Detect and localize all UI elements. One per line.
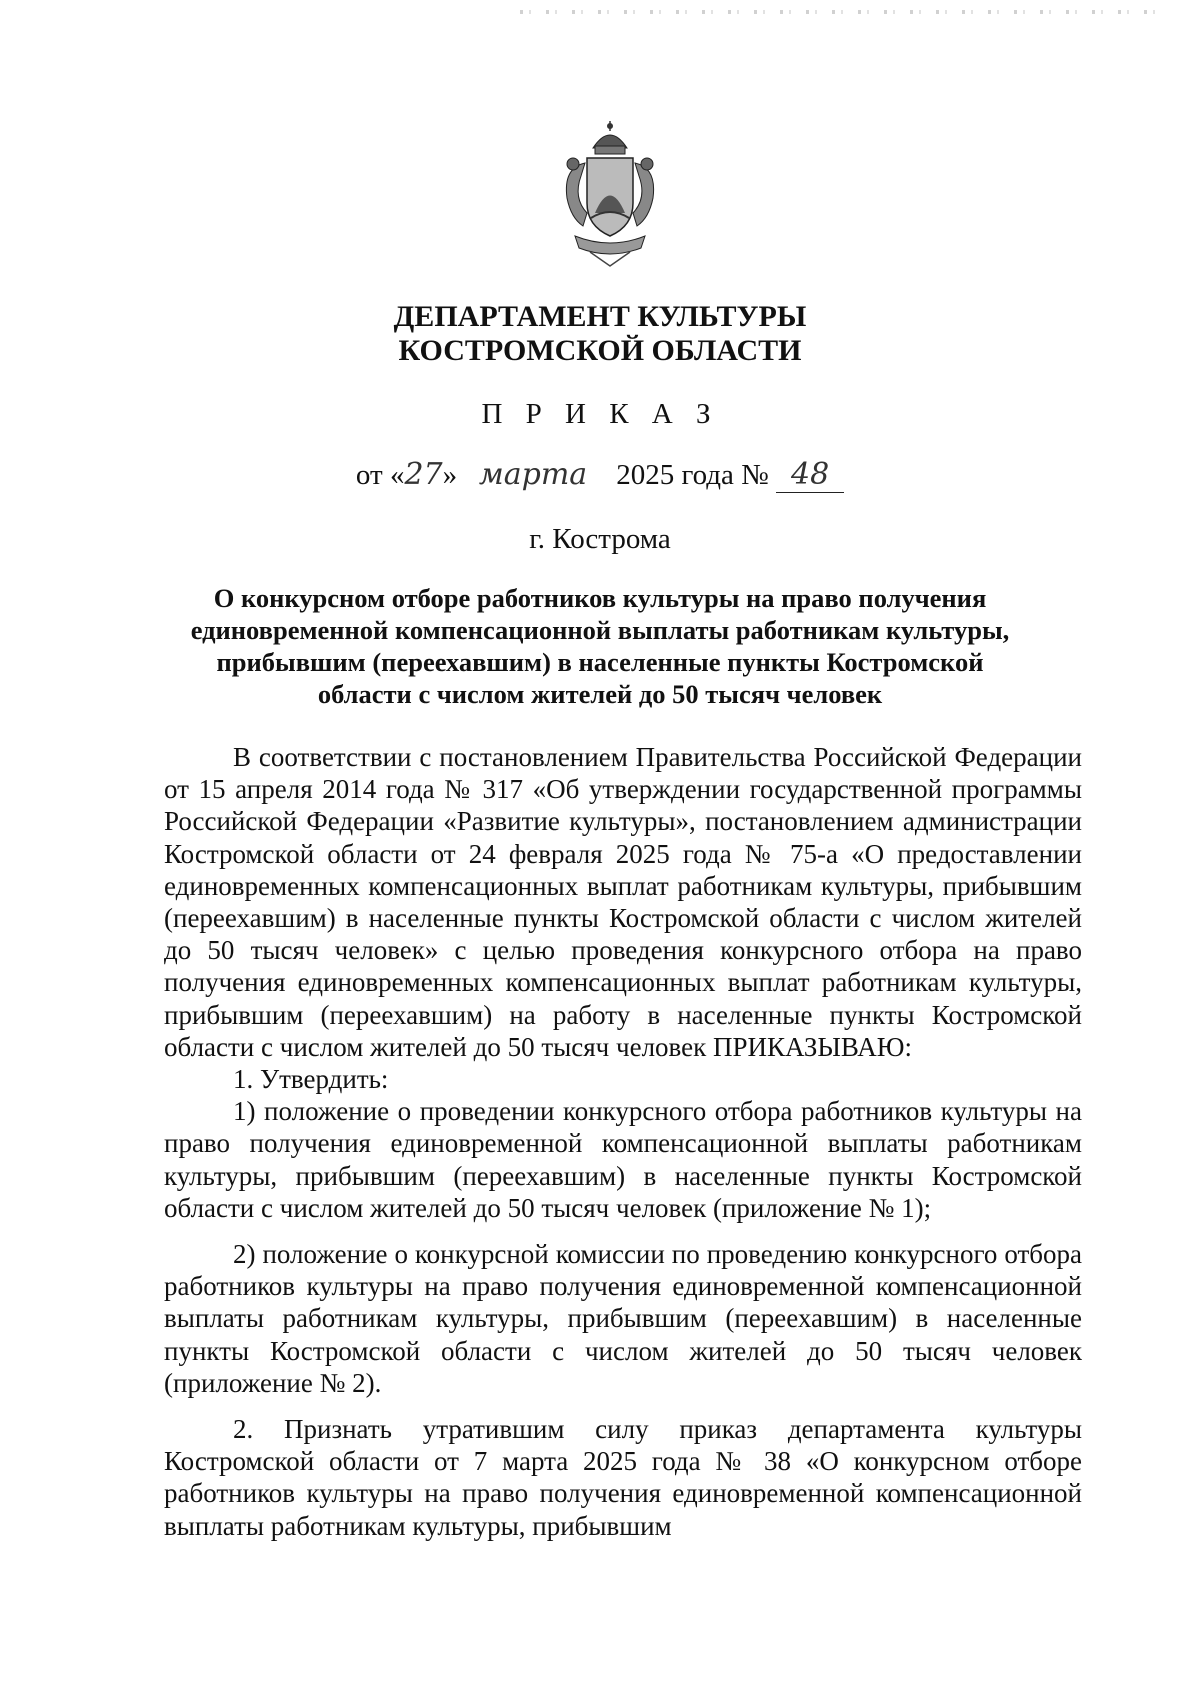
- subject-line-4: области с числом жителей до 50 тысяч человек: [317, 679, 883, 709]
- order-number: 48: [776, 457, 844, 493]
- order-subject: [0, 582, 1200, 710]
- date-year: 2025 года №: [616, 459, 769, 491]
- item-1-2: 2) положение о конкурсной комиссии по проведению конкурсного отбора работников культуры на право получения единовременной компенсационной выплаты работникам культуры, прибывшим (переехавшим) в населенные пункты Костромской области с числом жителей до 50 тысяч человек (приложение № 2).: [164, 1239, 1082, 1398]
- date-prefix: от «: [355, 459, 405, 491]
- date-day: 27: [404, 457, 443, 492]
- department-line-1: ДЕПАРТАМЕНТ КУЛЬТУРЫ: [393, 300, 807, 333]
- scan-artifact: [520, 10, 1160, 14]
- city: г. Кострома: [529, 523, 671, 555]
- item-1-1: 1) положение о проведении конкурсного отбора работников культуры на право получения единовременной компенсационной выплаты работникам культуры, прибывшим (переехавшим) в населенные пункты Костромской области с числом жителей до 50 тысяч человек (приложение № 1);: [164, 1096, 1082, 1223]
- subject-line-2: единовременной компенсационной выплаты работникам культуры,: [190, 615, 1010, 645]
- coat-of-arms-emblem: [555, 118, 665, 268]
- item-1: 1. Утвердить:: [233, 1064, 389, 1095]
- document-type: П Р И К А З: [481, 398, 719, 430]
- subject-line-1: О конкурсном отборе работников культуры на право получения: [213, 583, 987, 613]
- date-mid: »: [442, 459, 458, 491]
- preamble-paragraph: В соответствии с постановлением Правительства Российской Федерации от 15 апреля 2014 года № 317 «Об утверждении государственной программы Российской Федерации «Развитие культуры», постановлением администрации Костромской области от 24 февраля 2025 года № 75-а «О предоставлении единовременных компенсационных выплат работникам культуры, прибывшим (переехавшим) в населенные пункты Костромской области с числом жителей до 50 тысяч человек» с целью проведения конкурсного отбора на право получения единовременных компенсационных выплат работникам культуры, прибывшим (переехавшим) на работу в населенные пункты Костромской области с числом жителей до 50 тысяч человек ПРИКАЗЫВАЮ:: [164, 742, 1082, 1062]
- subject-line-3: прибывшим (переехавшим) в населенные пункты Костромской: [216, 647, 984, 677]
- item-2: 2. Признать утратившим силу приказ департамента культуры Костромской области от 7 марта 2025 года № 38 «О конкурсном отборе работников культуры на право получения единовременной компенсационной выплаты работникам культуры, прибывшим: [164, 1414, 1082, 1541]
- order-date-line: [0, 457, 1200, 493]
- department-name: [0, 300, 1200, 368]
- department-line-2: КОСТРОМСКОЙ ОБЛАСТИ: [398, 334, 802, 367]
- order-body: [164, 741, 1082, 1542]
- date-month: марта: [478, 457, 588, 492]
